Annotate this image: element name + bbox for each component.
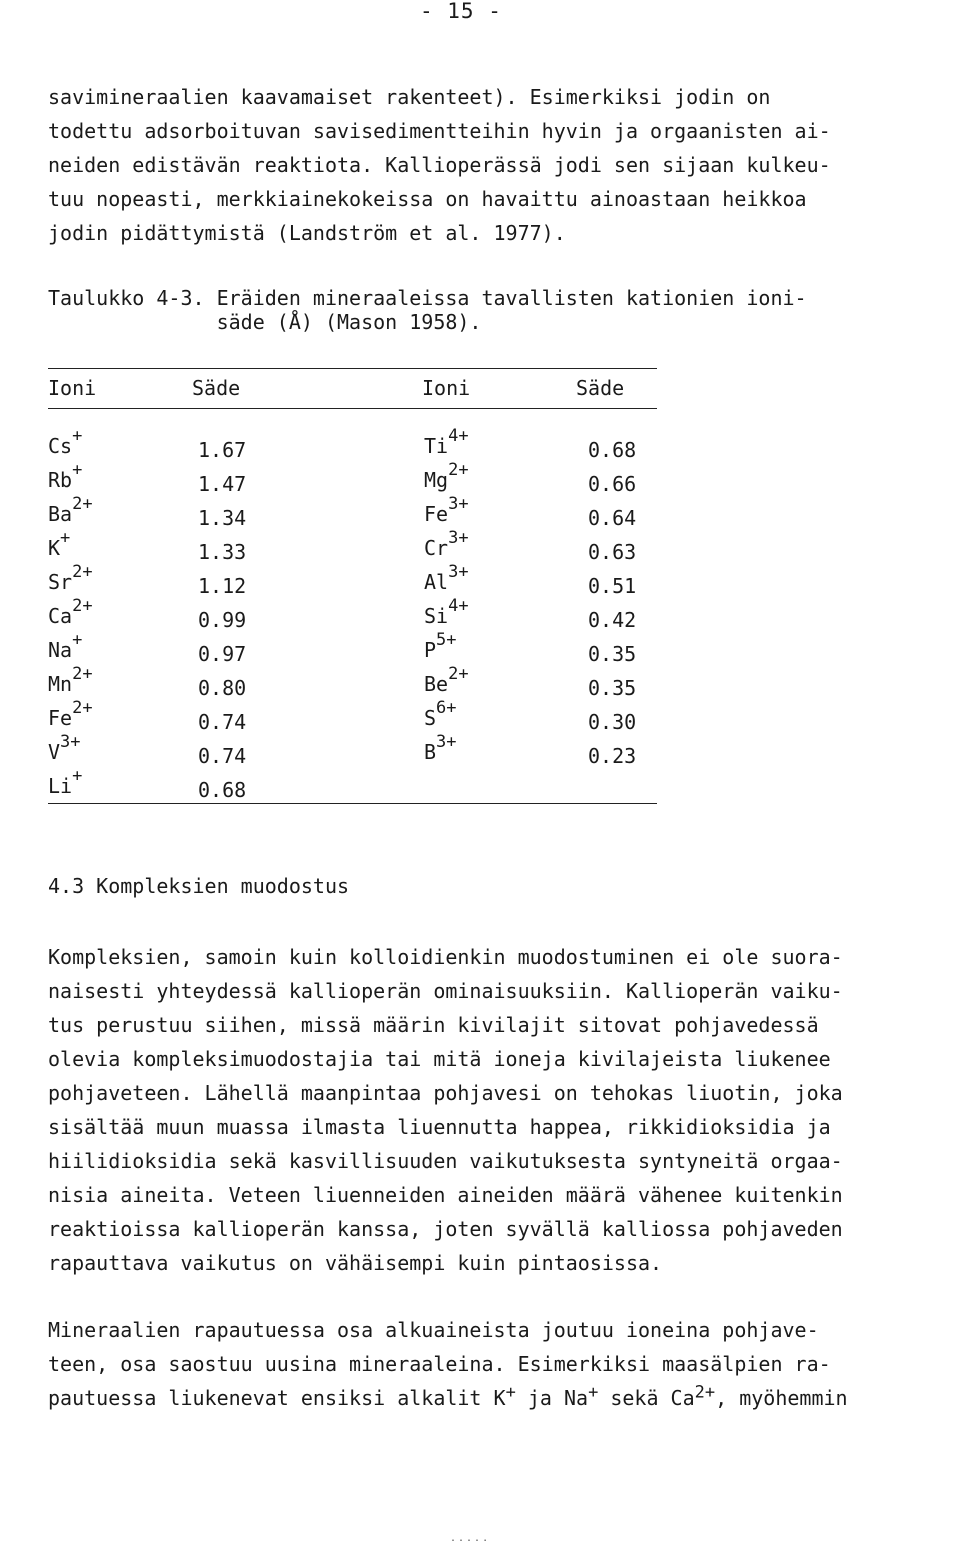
ionic-radius-value: 0.35 [588, 642, 637, 666]
ion-element: K [48, 536, 61, 560]
text-line: jodin pidättymistä (Landström et al. 1977). [48, 221, 566, 245]
ion-symbol [48, 494, 93, 526]
ion-charge: + [72, 426, 83, 447]
text-line: Kompleksien, samoin kuin kolloidienkin muodostuminen ei ole suora- [48, 945, 843, 969]
ion-element: Fe [48, 706, 73, 730]
ion-symbol [48, 528, 71, 560]
ion-symbol [424, 460, 469, 492]
header-radius-left: Säde [192, 376, 241, 400]
ion-charge: + [60, 528, 71, 549]
text-line: todettu adsorboituvan savisedimentteihin hyvin ja orgaanisten ai- [48, 119, 831, 143]
text-run: , myöhemmin [715, 1386, 848, 1410]
ionic-radius-value: 0.74 [198, 710, 247, 734]
ion-element: Be [424, 672, 449, 696]
ion-symbol [48, 596, 93, 628]
table-header-rule [48, 408, 657, 409]
ion-symbol [424, 426, 469, 458]
section-heading: 4.3 Kompleksien muodostus [48, 874, 350, 898]
ion-charge: 4+ [448, 596, 469, 617]
table-caption [48, 286, 807, 334]
ion-charge: 6+ [436, 698, 457, 719]
text-line: hiilidioksidia sekä kasvillisuuden vaikutuksesta syntyneitä orgaa- [48, 1149, 843, 1173]
text-line: naisesti yhteydessä kallioperän ominaisuuksiin. Kallioperän vaiku- [48, 979, 843, 1003]
ion-element: Rb [48, 468, 73, 492]
ion-symbol [424, 732, 457, 764]
ionic-radius-value: 0.42 [588, 608, 637, 632]
text-line: reaktioissa kallioperän kanssa, joten syvällä kalliossa pohjaveden [48, 1217, 843, 1241]
ion-charge: 2+ [72, 664, 93, 685]
ion-symbol [424, 596, 469, 628]
text-line: Mineraalien rapautuessa osa alkuaineista joutuu ioneina pohjave- [48, 1318, 819, 1342]
ionic-radius-value: 1.33 [198, 540, 247, 564]
ionic-radius-value: 0.51 [588, 574, 637, 598]
ion-charge: + [72, 630, 83, 651]
text-line: tuu nopeasti, merkkiainekokeissa on havaittu ainoastaan heikkoa [48, 187, 807, 211]
text-line: pohjaveteen. Lähellä maanpintaa pohjavesi on tehokas liuotin, joka [48, 1081, 843, 1105]
ion-symbol [48, 562, 93, 594]
ionic-radius-value: 0.97 [198, 642, 247, 666]
ion-element: Ca [48, 604, 73, 628]
ion-symbol [424, 494, 469, 526]
ion-charge: + [72, 460, 83, 481]
ion-element: Ti [424, 434, 449, 458]
ion-symbol [424, 664, 469, 696]
ionic-radius-value: 0.35 [588, 676, 637, 700]
ionic-radius-value: 0.80 [198, 676, 247, 700]
text-line: nisia aineita. Veteen liuenneiden aineiden määrä vähenee kuitenkin [48, 1183, 843, 1207]
ion-charge: + [588, 1382, 599, 1403]
ionic-radius-value: 0.99 [198, 608, 247, 632]
ion-symbol [48, 664, 93, 696]
ion-symbol [48, 698, 93, 730]
text-line: savimineraalien kaavamaiset rakenteet). Esimerkiksi jodin on [48, 85, 771, 109]
text-line-with-ions [48, 1381, 848, 1415]
ion-charge: 3+ [448, 494, 469, 515]
ion-charge: 2+ [694, 1382, 716, 1403]
ion-charge: 5+ [436, 630, 457, 651]
ion-element: B [424, 740, 437, 764]
ion-element: Cr [424, 536, 449, 560]
table-bottom-rule [48, 803, 657, 804]
ionic-radius-value: 1.47 [198, 472, 247, 496]
header-ion-left: Ioni [48, 376, 97, 400]
text-line: sisältää muun muassa ilmasta liuennutta happea, rikkidioksidia ja [48, 1115, 831, 1139]
ion-element: Fe [424, 502, 449, 526]
ionic-radius-value: 1.67 [198, 438, 247, 462]
header-ion-right: Ioni [422, 376, 471, 400]
ion-charge: 2+ [72, 562, 93, 583]
ionic-radius-value: 1.12 [198, 574, 247, 598]
ion-charge: 3+ [436, 732, 457, 753]
ionic-radius-value: 0.74 [198, 744, 247, 768]
text-run: ja Na [515, 1386, 589, 1410]
ion-element: Li [48, 774, 73, 798]
ionic-radius-value: 0.64 [588, 506, 637, 530]
ion-symbol [48, 732, 81, 764]
ion-symbol [48, 460, 83, 492]
text-line: rapauttava vaikutus on vähäisempi kuin pintaosissa. [48, 1251, 663, 1275]
ion-element: V [48, 740, 61, 764]
ion-element: Na [48, 638, 73, 662]
ion-symbol [48, 426, 83, 458]
ion-charge: 3+ [60, 732, 81, 753]
ion-charge: 2+ [72, 698, 93, 719]
ion-charge: 3+ [448, 562, 469, 583]
text-run: pautuessa liukenevat ensiksi alkalit K [48, 1386, 506, 1410]
table-top-rule [48, 368, 657, 369]
ion-charge: 2+ [448, 460, 469, 481]
ion-element: Al [424, 570, 449, 594]
ionic-radius-value: 0.23 [588, 744, 637, 768]
ion-symbol [48, 766, 83, 798]
page-number: - 15 - [420, 0, 502, 23]
caption-line: säde (Å) (Mason 1958). [48, 310, 482, 334]
ion-charge: + [72, 766, 83, 787]
ion-element: Ba [48, 502, 73, 526]
ion-element: Cs [48, 434, 73, 458]
ion-charge: 2+ [448, 664, 469, 685]
ionic-radius-value: 0.68 [588, 438, 637, 462]
ion-symbol [424, 528, 469, 560]
ion-element: Sr [48, 570, 73, 594]
text-line: teen, osa saostuu uusina mineraaleina. Esimerkiksi maasälpien ra- [48, 1352, 831, 1376]
caption-line: Taulukko 4-3. Eräiden mineraaleissa tavallisten kationien ioni- [48, 286, 807, 310]
ion-symbol [48, 630, 83, 662]
ion-element: Si [424, 604, 449, 628]
footer-marks: ..... [450, 1533, 491, 1544]
ionic-radius-value: 1.34 [198, 506, 247, 530]
ion-symbol [424, 630, 457, 662]
ion-charge: 2+ [72, 596, 93, 617]
text-line: neiden edistävän reaktiota. Kallioperässä jodi sen sijaan kulkeu- [48, 153, 831, 177]
ion-element: Mn [48, 672, 73, 696]
ion-charge: + [505, 1382, 516, 1403]
ion-element: P [424, 638, 437, 662]
ion-charge: 2+ [72, 494, 93, 515]
text-line: olevia kompleksimuodostajia tai mitä ioneja kivilajeista liukenee [48, 1047, 831, 1071]
text-line: tus perustuu siihen, missä määrin kivilajit sitovat pohjavedessä [48, 1013, 819, 1037]
ion-symbol [424, 562, 469, 594]
ionic-radius-value: 0.68 [198, 778, 247, 802]
ionic-radius-value: 0.66 [588, 472, 637, 496]
ionic-radius-value: 0.30 [588, 710, 637, 734]
ion-element: Mg [424, 468, 449, 492]
text-run: sekä Ca [598, 1386, 695, 1410]
ion-charge: 4+ [448, 426, 469, 447]
ionic-radius-value: 0.63 [588, 540, 637, 564]
ion-element: S [424, 706, 437, 730]
ion-charge: 3+ [448, 528, 469, 549]
header-radius-right: Säde [576, 376, 625, 400]
ion-symbol [424, 698, 457, 730]
